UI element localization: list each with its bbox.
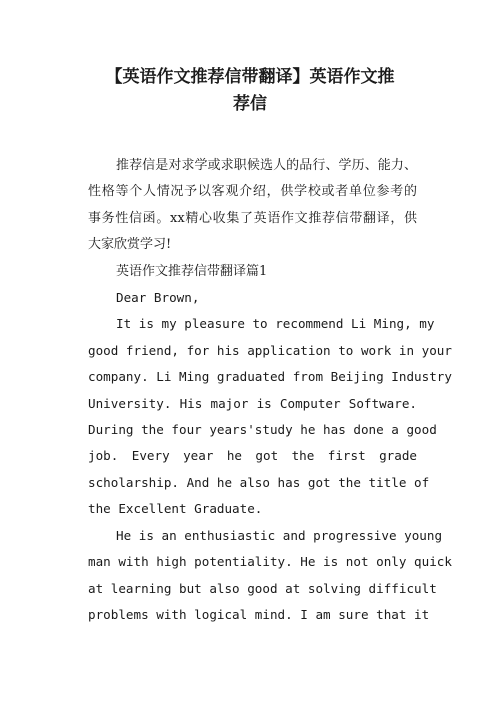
title-line-2: 荐信 <box>233 94 267 114</box>
intro-paragraph <box>88 153 417 259</box>
text-line: problems with logical mind. I am sure that it <box>88 606 430 622</box>
text-line: 大家欣赏学习! <box>88 237 172 253</box>
text-line: the Excellent Graduate. <box>88 501 263 517</box>
text-line: University. His major is Computer Software. <box>88 395 417 411</box>
letter-paragraph-1 <box>88 311 452 522</box>
text-line: 推荐信是对求学或求职候选人的品行、学历、能力、 <box>116 158 417 173</box>
text-line: job. Every year he got the first grade <box>88 448 417 464</box>
document-title <box>60 64 440 118</box>
text-line: company. Li Ming graduated from Beijing Industry <box>88 369 452 385</box>
section-heading: 英语作文推荐信带翻译篇1 <box>116 263 268 279</box>
text-line: scholarship. And he also has got the title of <box>88 474 430 490</box>
letter-paragraph-2 <box>88 523 452 629</box>
text-line: man with high potentiality. He is not only quick <box>88 554 452 570</box>
text-line: 事务性信函。xx精心收集了英语作文推荐信带翻译，供 <box>88 210 417 226</box>
text-line: good friend, for his application to work in your <box>88 342 452 358</box>
document-body <box>88 153 452 628</box>
text-line: at learning but also good at solving difficult <box>88 580 437 596</box>
text-line: He is an enthusiastic and progressive young <box>116 527 443 543</box>
text-line: 性格等个人情况予以客观介绍，供学校或者单位参考的 <box>88 184 417 200</box>
text-line: It is my pleasure to recommend Li Ming, my <box>116 316 435 332</box>
salutation: Dear Brown, <box>116 290 200 306</box>
text-line: During the four years'study he has done a good <box>88 422 437 438</box>
title-line-1: 【英语作文推荐信带翻译】英语作文推 <box>105 67 395 87</box>
